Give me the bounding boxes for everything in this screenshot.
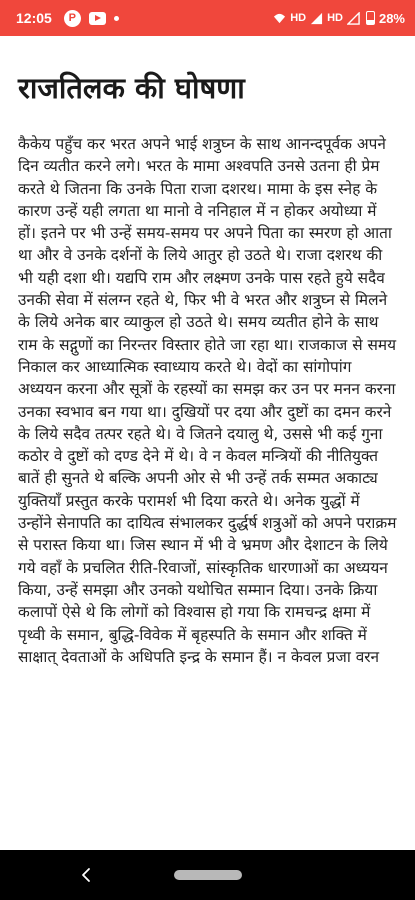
chevron-left-icon[interactable] — [78, 867, 94, 883]
home-pill-icon[interactable] — [174, 870, 242, 880]
status-time: 12:05 — [16, 10, 52, 26]
youtube-icon — [89, 12, 106, 25]
status-bar — [0, 0, 415, 36]
system-icons — [273, 11, 405, 26]
article-content[interactable] — [18, 36, 398, 831]
notification-icons — [64, 10, 119, 27]
article-body: कैकेय पहुँच कर भरत अपने भाई शत्रुघ्न के साथ आनन्दपूर्वक अपने दिन व्यतीत करने लगे। भरत के मामा अश्वपति उनसे उतना ही प्रेम करते थे जितना कि उनके पिता राजा दशरथ। मामा के इस स्नेह के कारण उन्हें यही लगता था मानो वे ननिहाल में न होकर अयोध्या में हों। इतने पर भी उन्हें समय-समय पर अपने पिता का स्मरण हो आता था और वे उनके दर्शनों के लिये आतुर हो उठते थे। राजा दशरथ की भी यही दशा थी। यद्यपि राम और लक्ष्मण उनके पास रहते हुये सदैव उनकी सेवा में संलग्न रहते थे, फिर भी वे भरत और शत्रुघ्न से मिलने के लिये अनेक बार व्याकुल हो उठते थे। समय व्यतीत होने के साथ राम के सद्गुणों का निरन्तर विस्तार होते जा रहा था। राजकाज से समय निकाल कर आध्यात्मिक स्वाध्याय करते थे। वेदों का सांगोपांग अध्ययन करना और सूत्रों के रहस्यों का समझ कर उन पर मनन करना उनका स्वभाव बन गया था। दुखियों पर दया और दुष्टों का दमन करने के लिये सदैव तत्पर रहते थे। वे जितने दयालु थे, उससे भी कई गुना कठोर वे दुष्टों को दण्ड देने में थे। वे न केवल मन्त्रियों की नीतियुक्त बातें ही सुनते थे बल्कि अपनी ओर से भी उन्हें तर्क सम्मत अकाट्य युक्तियाँ प्रस्तुत करके परामर्श भी दिया करते थे। अनेक युद्धों में उन्होंने सेनापति का दायित्व संभालकर दुर्द्धर्ष शत्रुओं को अपने पराक्रम से परास्त किया था। जिस स्थान में भी वे भ्रमण और देशाटन के लिये गये वहाँ के प्रचलित रीति-रिवाजों, सांस्कृतिक धारणाओं का अध्ययन किया, उन्हें समझा और उनको यथोचित सम्मान दिया। उनके क्रिया कलापों ऐसे थे कि लोगों को विश्वास हो गया कि रामचन्द्र क्षमा में पृथ्वी के समान, बुद्धि-विवेक में बृहस्पति के समान और शक्ति में साक्षात् देवताओं के अधिपति इन्द्र के समान हैं। न केवल प्रजा वरन — [18, 135, 397, 666]
signal-icon — [310, 12, 323, 25]
app-notification-icon — [64, 10, 81, 27]
battery-icon — [366, 11, 375, 25]
more-notifications-dot-icon — [114, 16, 119, 21]
signal-icon-2 — [347, 12, 360, 25]
navigation-bar — [0, 850, 415, 900]
network-label-2: HD — [327, 12, 343, 24]
app-notification-letter: P — [68, 12, 76, 24]
article-title: राजतिलक की घोषणा — [18, 71, 245, 105]
network-label-1: HD — [290, 12, 307, 24]
battery-percentage: 28% — [378, 10, 405, 26]
wifi-icon — [273, 12, 286, 25]
